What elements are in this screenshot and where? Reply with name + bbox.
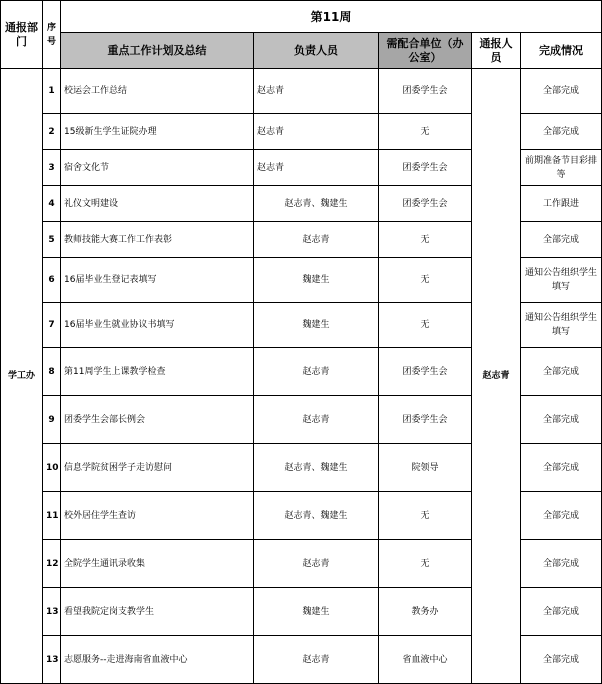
status-cell: 全部完成 [521, 114, 602, 150]
coop-cell: 无 [379, 222, 472, 258]
task-cell: 礼仪文明建设 [61, 186, 254, 222]
owner-cell: 赵志青 [254, 114, 379, 150]
coop-header: 需配合单位（办公室） [379, 33, 472, 69]
plan-header: 重点工作计划及总结 [61, 33, 254, 69]
task-cell: 第11周学生上课教学检查 [61, 348, 254, 396]
status-cell: 全部完成 [521, 540, 602, 588]
coop-cell: 院领导 [379, 444, 472, 492]
task-cell: 15级新生学生证院办理 [61, 114, 254, 150]
coop-cell: 团委学生会 [379, 150, 472, 186]
reporter-header: 通报人员 [472, 33, 521, 69]
coop-cell: 教务办 [379, 588, 472, 636]
coop-cell: 无 [379, 114, 472, 150]
row-number: 6 [43, 258, 61, 303]
status-cell: 全部完成 [521, 492, 602, 540]
row-number: 12 [43, 540, 61, 588]
coop-cell: 无 [379, 303, 472, 348]
owner-cell: 魏建生 [254, 303, 379, 348]
row-number: 8 [43, 348, 61, 396]
owner-header: 负责人员 [254, 33, 379, 69]
task-cell: 志愿服务--走进海南省血液中心 [61, 636, 254, 684]
task-cell: 全院学生通讯录收集 [61, 540, 254, 588]
coop-cell: 团委学生会 [379, 396, 472, 444]
status-cell: 全部完成 [521, 444, 602, 492]
row-number: 1 [43, 69, 61, 114]
status-cell: 全部完成 [521, 588, 602, 636]
owner-cell: 赵志青 [254, 69, 379, 114]
coop-cell: 省血液中心 [379, 636, 472, 684]
row-number: 13 [43, 636, 61, 684]
seq-header: 序号 [43, 1, 61, 69]
dept-header: 通报部门 [1, 1, 43, 69]
owner-cell: 魏建生 [254, 258, 379, 303]
row-number: 5 [43, 222, 61, 258]
department-cell: 学工办 [1, 69, 43, 684]
row-number: 3 [43, 150, 61, 186]
owner-cell: 赵志青 [254, 222, 379, 258]
task-cell: 16届毕业生登记表填写 [61, 258, 254, 303]
status-cell: 全部完成 [521, 636, 602, 684]
week-title: 第11周 [61, 1, 602, 33]
status-cell: 全部完成 [521, 69, 602, 114]
coop-cell: 无 [379, 492, 472, 540]
coop-cell: 团委学生会 [379, 69, 472, 114]
status-cell: 全部完成 [521, 348, 602, 396]
task-cell: 校外居住学生查访 [61, 492, 254, 540]
owner-cell: 赵志青 [254, 636, 379, 684]
owner-cell: 赵志青 [254, 150, 379, 186]
task-cell: 宿舍文化节 [61, 150, 254, 186]
owner-cell: 赵志青、魏建生 [254, 186, 379, 222]
coop-cell: 无 [379, 540, 472, 588]
owner-cell: 赵志青、魏建生 [254, 444, 379, 492]
reporter-cell: 赵志青 [472, 69, 521, 684]
coop-cell: 团委学生会 [379, 186, 472, 222]
row-number: 2 [43, 114, 61, 150]
owner-cell: 魏建生 [254, 588, 379, 636]
task-cell: 看望我院定岗支教学生 [61, 588, 254, 636]
status-cell: 前期准备节目彩排等 [521, 150, 602, 186]
status-cell: 工作跟进 [521, 186, 602, 222]
row-number: 7 [43, 303, 61, 348]
status-cell: 全部完成 [521, 396, 602, 444]
task-cell: 信息学院贫困学子走访慰问 [61, 444, 254, 492]
task-cell: 16届毕业生就业协议书填写 [61, 303, 254, 348]
row-number: 10 [43, 444, 61, 492]
row-number: 9 [43, 396, 61, 444]
task-cell: 教师技能大赛工作工作表彰 [61, 222, 254, 258]
status-cell: 通知公告组织学生填写 [521, 303, 602, 348]
owner-cell: 赵志青 [254, 540, 379, 588]
owner-cell: 赵志青 [254, 396, 379, 444]
owner-cell: 赵志青 [254, 348, 379, 396]
owner-cell: 赵志青、魏建生 [254, 492, 379, 540]
task-cell: 校运会工作总结 [61, 69, 254, 114]
row-number: 11 [43, 492, 61, 540]
row-number: 4 [43, 186, 61, 222]
status-cell: 通知公告组织学生填写 [521, 258, 602, 303]
coop-cell: 团委学生会 [379, 348, 472, 396]
table-row [1, 69, 602, 114]
status-header: 完成情况 [521, 33, 602, 69]
status-cell: 全部完成 [521, 222, 602, 258]
task-cell: 团委学生会部长例会 [61, 396, 254, 444]
row-number: 13 [43, 588, 61, 636]
coop-cell: 无 [379, 258, 472, 303]
